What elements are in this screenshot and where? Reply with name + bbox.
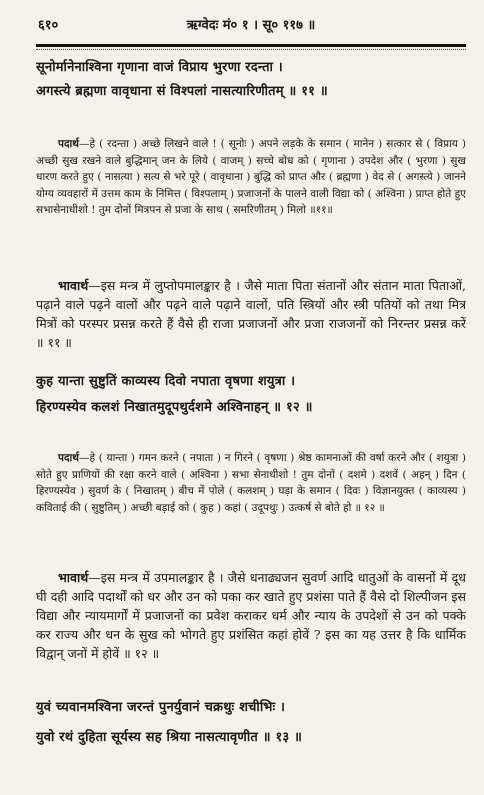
- bhavartha-label: भावार्थ: [58, 278, 89, 293]
- mantra-13-line-1: युवं च्यवानमश्विना जरन्तं पुनर्युवानं चक्रथुः शचीभिः ।: [36, 700, 286, 715]
- mantra-13-line-2: युवो रथं दुहिता सूर्यस्य सह श्रिया नासत्यावृणीत ॥ १३ ॥: [36, 730, 303, 745]
- bhavartha-text: —इस मन्त्र में उपमालङ्कार है । जैसे धनाढ्यजन सुवर्ण आदि धातुओं के वासनों में दूध घी दही आदि पदार्थों को धर और उन को पका कर खाते हुए प्रशंसा पाते हैं वैसे दो शिल्पीजन इस विद्या और न्यायमार्गों में प्रजाजनों का प्रवेश कराकर धर्म और न्याय के उपदेशों से उन को पक्के कर राज्य और धन के सुख को भोगते हुए प्रशंसित कहां होवें ? इस का यह उत्तर है कि धार्मिक विद्वान् जनों में होवें ॥ १२ ॥: [36, 570, 466, 661]
- mantra-12-line-2: हिरण्यस्येव कलशं निखातमुदूपथुर्दशमे अश्विनाहन् ॥ १२ ॥: [36, 400, 313, 415]
- padartha-text: —हे ( यान्ता ) गमन करने ( नपाता ) न गिरने ( वृषणा ) श्रेष्ठ कामनाओं की वर्षा करने और ( शयुत्रा ) सोते हुए प्राणियों की रक्षा करने वाले ( अश्विना ) सभा सेनाधीशो ! तुम दोनों ( दशमे ) दशवें ( अहन् ) दिन ( हिरण्यस्येव ) सुवर्ण के ( निखातम् ) बीच में पोले ( कलशम् ) घड़ा के समान ( दिवः ) विज्ञानयुक्त ( काव्यस्य ) कविताई की ( सुष्टुतिम् ) अच्छी बड़ाई को ( कुह ) कहां ( उदूपथुः ) उत्कर्ष से बोते हो ॥ १२ ॥: [36, 452, 466, 514]
- padartha-label: पदार्थ: [58, 452, 79, 464]
- page-header: [38, 12, 464, 38]
- padartha-label: पदार्थ: [58, 138, 79, 150]
- page-number: ६१०: [38, 18, 59, 33]
- bhavartha-11: [36, 276, 466, 376]
- mantra-11-line-1: सूनोर्मानेनाश्विना गृणाना वाजं विप्राय भुरणा रदन्ता ।: [36, 60, 283, 75]
- bhavartha-12: [36, 568, 466, 688]
- bhavartha-label: भावार्थ: [58, 570, 89, 585]
- bhavartha-text: —इस मन्त्र में लुप्तोपमालङ्कार है । जैसे माता पिता संतानों और संतान माता पिताओं, पढ़ाने वाले पढ़ने वालों और पढ़ने वाले पढ़ाने वालों, पति स्त्रियों और स्त्री पतियों को तथा मित्र मित्रों को परस्पर प्रसन्न करते हैं वैसे ही राजा प्रजाजनों और प्रजा राजजनों को निरन्तर प्रसन्न करें ॥ ११ ॥: [36, 278, 466, 350]
- running-head: ऋग्वेदः मं० १ । सू० ११७ ॥: [186, 18, 316, 33]
- mantra-11-line-2: अगस्त्ये ब्रह्मणा वावृधाना सं विश्पलां नासत्यारिणीतम् ॥ ११ ॥: [36, 84, 328, 99]
- header-rule: [36, 44, 466, 47]
- padartha-text: —हे ( रदन्ता ) अच्छे लिखने वाले ! ( सूनोः ) अपने लड़के के समान ( मानेन ) सत्कार से ( विप्राय ) अच्छी सुख रखने वाले बुद्धिमान् जन के लिये ( वाजम् ) सच्चे बोध को ( गृणाना ) उपदेश और ( भुरणा ) सुख धारण करते हुए ( नासत्या ) सत्य से भरे पूरे ( वावृधाना ) बुद्धि को प्राप्त और ( ब्रह्मणा ) वेद से ( अगस्त्ये ) जानने योग्य व्यवहारों में उत्तम काम के निमित्त ( विश्पलाम् ) प्रजाजनों के पालने वाली विद्या को ( अश्विना ) प्राप्त होते हुए सभासेनाधीशो ! तुम दोनों मित्रपन से प्रजा के साथ ( समरिणीतम् ) मिलो ॥११॥: [36, 138, 466, 216]
- mantra-12-line-1: कुह यान्ता सुष्टुतिं काव्यस्य दिवो नपाता वृषणा शयुत्रा ।: [36, 374, 296, 389]
- padartha-11: [36, 136, 466, 270]
- padartha-12: [36, 450, 466, 570]
